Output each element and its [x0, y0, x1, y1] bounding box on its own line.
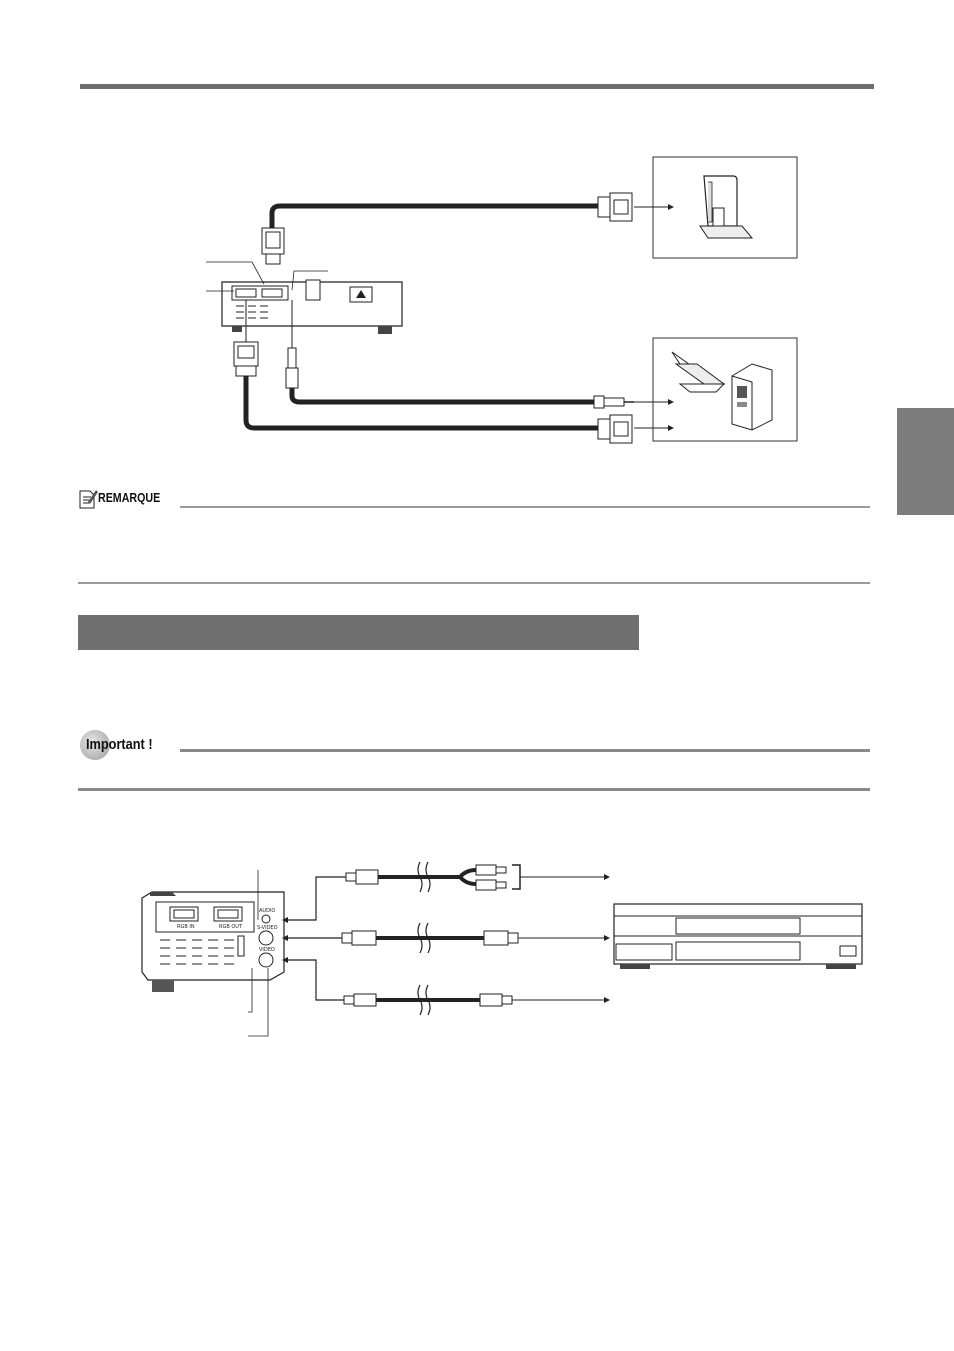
monitor-icon: [700, 176, 752, 238]
rgb-out-port: [214, 907, 242, 921]
laptop-icon: [672, 352, 724, 392]
audio-plug-in: [286, 348, 298, 388]
audio-label: AUDIO: [259, 908, 276, 914]
vga-plug-computer: [598, 415, 632, 443]
important-rule: [180, 749, 870, 752]
s-video-label: S-VIDEO: [257, 925, 278, 931]
tower-icon: [732, 364, 772, 430]
section-heading-bar: [78, 615, 639, 650]
note-rule: [180, 506, 870, 508]
rgb-out-label: RGB OUT: [219, 924, 243, 930]
rca-pair-plugs: [476, 865, 506, 890]
computer-connection-diagram: [0, 0, 954, 470]
projector-rear-drawing: [142, 892, 284, 992]
important-end-rule: [78, 788, 870, 791]
s-video-jack: [259, 931, 273, 945]
rca-plug-right: [480, 994, 512, 1006]
video-connection-diagram: [0, 830, 954, 1050]
vga-plug-in: [234, 342, 258, 376]
rgb-in-label: RGB IN: [177, 924, 195, 930]
vga-plug-monitor: [598, 193, 632, 221]
audio-jack: [262, 915, 270, 923]
s-video-plug-left: [342, 931, 376, 945]
audio-plug-computer: [594, 396, 634, 408]
note-end-rule: [78, 582, 870, 584]
rgb-in-port: [170, 907, 198, 921]
important-label: Important !: [86, 736, 153, 753]
note-icon: [78, 488, 98, 510]
projector-drawing: [222, 280, 402, 334]
audio-mini-plug: [346, 870, 378, 884]
video-deck-drawing: [614, 904, 862, 969]
note-label: REMARQUE: [98, 490, 161, 505]
s-video-plug-right: [484, 931, 518, 945]
video-jack: [259, 953, 273, 967]
vga-plug-out: [262, 228, 284, 264]
video-label: VIDEO: [259, 947, 275, 953]
rca-plug-left: [344, 994, 376, 1006]
important-header: [78, 728, 178, 762]
